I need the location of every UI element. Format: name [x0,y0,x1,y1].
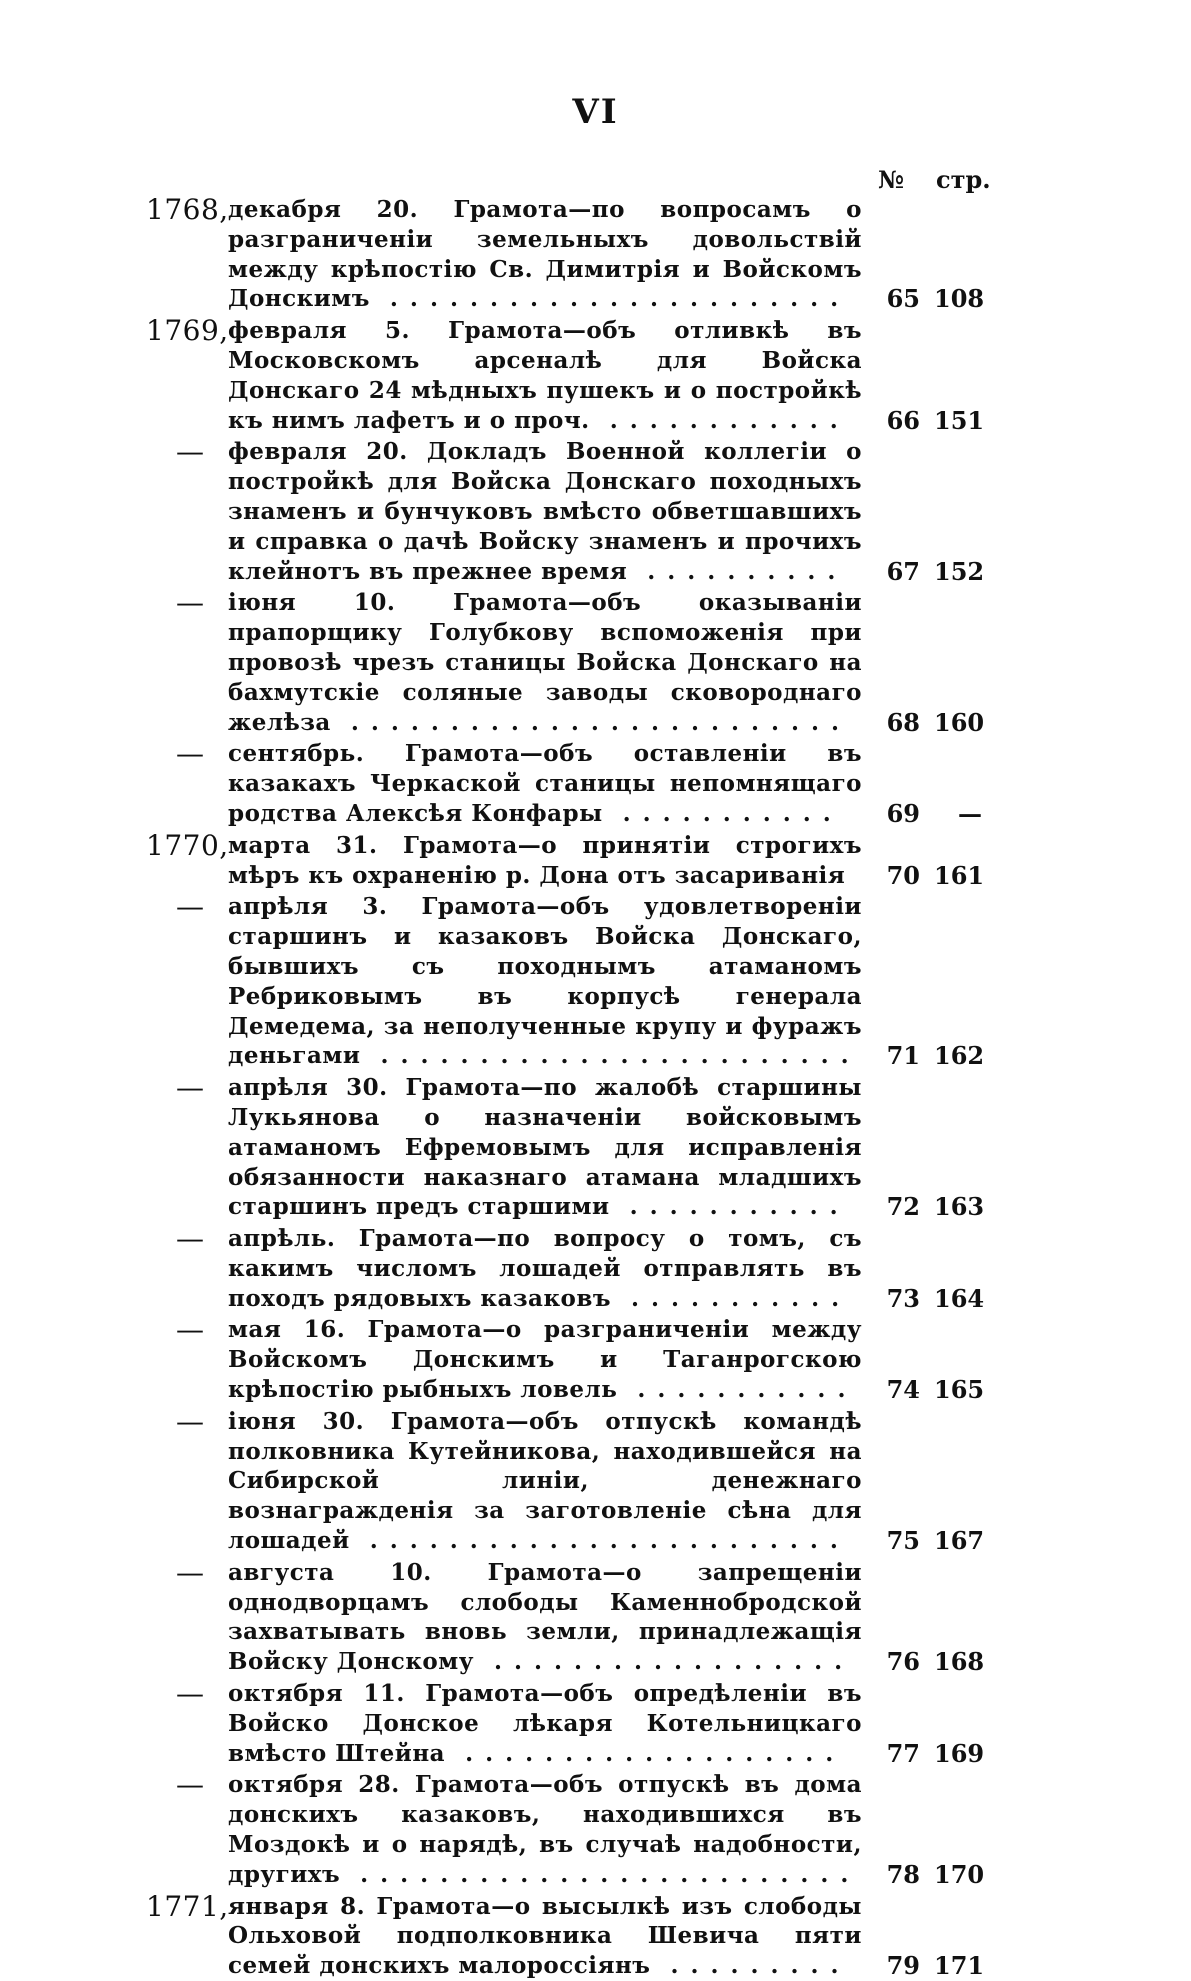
list-item [0,1404,1191,1556]
entry-description [228,1770,862,1889]
entry-dash: — [176,890,204,924]
entry-description [228,588,862,737]
entry-text: сентябрь. Грамота—объ оставленіи въ казакахъ Черкаской станицы непомнящаго родства Алексѣя Конфары [228,740,862,827]
entry-text: іюня 30. Грамота—объ отпускѣ командѣ полковника Кутейникова, находившейся на Сибирской линіи, денежнаго вознагражденія за заготовленіе сѣна для лошадей [228,1407,862,1555]
page-number: VI [572,92,619,132]
list-item [0,828,1191,891]
entry-dash: — [176,1404,204,1438]
list-item [0,437,1191,586]
table-of-contents [0,195,1191,1981]
entry-text: января 8. Грамота—о высылкѣ изъ слободы Ольховой подполковника Шевича пяти семей донскихъ малороссіянъ [228,1892,862,1980]
entry-description [228,1892,862,1981]
entry-number: 72 [886,1192,920,1222]
leader-dots: ......................... [330,708,852,736]
entry-page: 108 [934,284,985,314]
entry-description [228,437,862,586]
entry-number: 78 [886,1859,920,1889]
entry-page: 171 [934,1951,985,1981]
list-item [0,1679,1191,1768]
entry-dash: — [176,1313,204,1347]
leader-dots: ........................ [349,1527,850,1555]
entry-description [228,1679,862,1768]
entry-number: 71 [886,1041,920,1071]
entry-description [228,1315,862,1404]
entry-page: 170 [934,1859,985,1889]
entry-year: 1768, [146,193,229,226]
entry-description [228,739,862,828]
leader-dots: ................... [445,1739,846,1767]
list-item [0,1224,1191,1313]
entry-description [228,1224,862,1313]
leader-dots: ......................... [340,1860,861,1888]
entry-page: 151 [934,405,985,435]
entry-dash: — [176,1677,204,1711]
entry-number: 65 [886,284,920,314]
entry-description [228,1558,862,1677]
leader-dots: ........... [602,799,843,827]
leader-dots: ......... [650,1952,851,1980]
entry-page: 152 [934,556,985,586]
entry-number: 73 [886,1283,920,1313]
list-item [0,739,1191,828]
entry-description [228,1073,862,1222]
entry-description [228,195,862,314]
entry-year: 1771, [146,1889,229,1923]
entry-page: 164 [934,1283,985,1313]
entry-page: 168 [934,1647,985,1677]
entry-number: 76 [886,1647,920,1677]
leader-dots: ........................ [360,1042,861,1070]
list-item [0,892,1191,1071]
entry-text: марта 31. Грамота—о принятіи строгихъ мѣръ къ охраненію р. Дона отъ засариванія [228,831,862,889]
entry-number: 77 [886,1738,920,1768]
entry-page: 161 [934,860,985,890]
entry-year: 1770, [146,828,229,862]
entry-text: мая 16. Грамота—о разграниченіи между Войскомъ Донскимъ и Таганрогскою крѣпостію рыбныхъ ловель [228,1316,862,1404]
entry-number: 74 [886,1375,920,1405]
entry-year: 1769, [146,314,229,348]
entry-dash: — [176,435,204,469]
entry-description [228,892,862,1071]
entry-page: 167 [934,1526,985,1556]
entry-text: октября 11. Грамота—объ опредѣленіи въ Войско Донское лѣкаря Котельницкаго вмѣсто Штейна [228,1680,862,1767]
entry-text: апрѣля 30. Грамота—по жалобѣ старшины Лукьянова о назначеніи войсковымъ атаманомъ Ефремовымъ для исправленія обязанности наказнаго атамана младшихъ старшинъ предъ старшими [228,1074,862,1221]
entry-description [228,1407,862,1556]
leader-dots: ........... [617,1376,858,1404]
entry-description [228,831,862,891]
entry-page: 162 [934,1041,985,1071]
entry-description [228,316,862,435]
entry-dash: — [176,1768,204,1802]
entry-text: апрѣль. Грамота—по вопросу о томъ, съ какимъ числомъ лошадей отправлять въ походъ рядовыхъ казаковъ [228,1225,862,1312]
entry-number: 69 [886,798,920,828]
entry-dash: — [176,586,204,620]
leader-dots: .......... [627,557,848,585]
entry-page: 163 [934,1192,985,1222]
column-header-number: № [878,165,905,194]
entry-dash: — [176,737,204,771]
leader-dots: ....................... [369,285,851,313]
list-item [0,316,1191,435]
entry-text: декабря 20. Грамота—по вопросамъ о разграниченіи земельныхъ довольствій между крѣпостію Св. Димитрія и Войскомъ Донскимъ [228,196,862,313]
entry-number: 75 [886,1526,920,1556]
leader-dots: ............ [589,406,850,434]
entry-dash: — [176,1071,204,1105]
entry-number: 79 [886,1951,920,1981]
leader-dots: ........... [609,1193,850,1221]
leader-dots: .................. [473,1648,855,1676]
list-item [0,1555,1191,1677]
list-item [0,1770,1191,1889]
entry-text: февраля 5. Грамота—объ отливкѣ въ Московскомъ арсеналѣ для Войска Донскаго 24 мѣдныхъ пушекъ и о постройкѣ къ нимъ лафетъ и о проч. [228,317,862,434]
list-item [0,1315,1191,1404]
entry-text: февраля 20. Докладъ Военной коллегіи о постройкѣ для Войска Донскаго походныхъ знаменъ и бунчуковъ вмѣсто обветшавшихъ и справка о дачѣ Войску знаменъ и прочихъ клейнотъ въ прежнее время [228,438,862,585]
list-item [0,1889,1191,1981]
entry-text: октября 28. Грамота—объ отпускѣ въ дома донскихъ казаковъ, находившихся въ Моздокѣ и о нарядѣ, въ случаѣ надобности, другихъ [228,1771,862,1888]
entry-page: 165 [934,1375,985,1405]
entry-text: апрѣля 3. Грамота—объ удовлетвореніи старшинъ и казаковъ Войска Донскаго, бывшихъ съ походнымъ атаманомъ Ребриковымъ въ корпусѣ генерала Демедема, за неполученные крупу и фуражъ деньгами [228,893,862,1070]
leader-dots: ........... [611,1284,852,1312]
list-item [0,1073,1191,1222]
entry-number: 67 [886,556,920,586]
entry-dash: — [176,1222,204,1256]
entry-text: іюня 10. Грамота—объ оказываніи прапорщику Голубкову вспоможенія при провозѣ чрезъ станицы Войска Донскаго на бахмутскіе соляные заводы сковороднаго желѣза [228,589,862,736]
entry-dash: — [176,1555,204,1589]
entry-page: — [958,798,982,828]
column-header-page: стр. [936,165,991,194]
list-item [0,588,1191,737]
entry-page: 160 [934,707,985,737]
entry-number: 66 [886,405,920,435]
entry-page: 169 [934,1738,985,1768]
entry-number: 68 [886,707,920,737]
entry-text: августа 10. Грамота—о запрещеніи однодворцамъ слободы Каменнобродской захватывать вновь земли, принадлежащія Войску Донскому [228,1558,862,1676]
list-item [0,195,1191,314]
entry-number: 70 [886,860,920,890]
